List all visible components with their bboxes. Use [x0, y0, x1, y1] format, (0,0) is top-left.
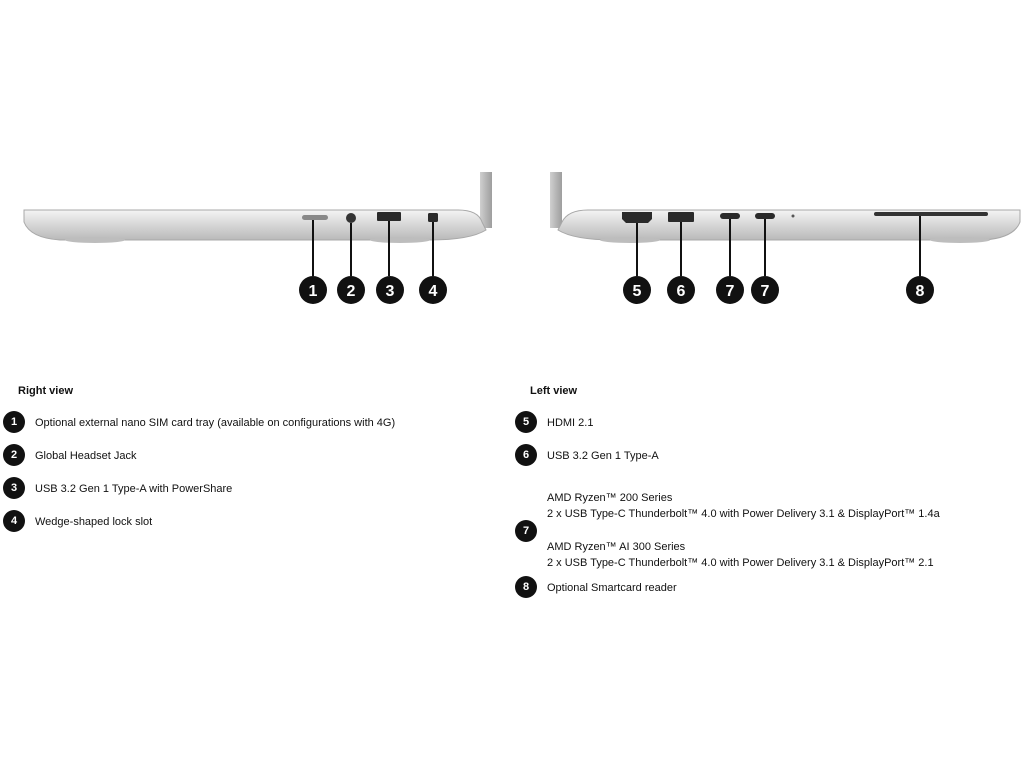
legend-item-text: HDMI 2.1 [547, 417, 594, 429]
left-view-list [512, 415, 1024, 613]
callout-number: 2 [346, 283, 356, 300]
legend-number-badge: 4 [3, 510, 25, 532]
right-lid-edge [480, 172, 492, 228]
usb-a-port-left [668, 212, 694, 222]
usb-c-port-2 [755, 213, 775, 219]
legend-number-badge: 8 [515, 576, 537, 598]
legend-item [512, 448, 1024, 481]
processor-series-label: AMD Ryzen™ AI 300 Series [547, 541, 686, 553]
legend-item-text: Optional external nano SIM card tray (available on configurations with 4G) [35, 417, 396, 429]
right-view-list [0, 415, 500, 547]
legend-item-text: Global Headset Jack [35, 450, 137, 462]
legend-number-badge: 3 [3, 477, 25, 499]
headset-jack-port [346, 213, 356, 223]
smartcard-slot [874, 212, 988, 216]
legend-item-text: USB 3.2 Gen 1 Type-A [547, 450, 659, 462]
legend-item-text: Wedge-shaped lock slot [35, 516, 153, 528]
legend-item [0, 514, 500, 547]
callout-number: 7 [760, 283, 770, 300]
left-foot-2 [930, 237, 990, 243]
callout-number: 4 [428, 283, 438, 300]
hdmi-port [622, 212, 652, 223]
right-foot-2 [370, 237, 430, 243]
sim-tray-port [302, 215, 328, 220]
left-side-laptop [550, 172, 1020, 304]
right-foot-1 [65, 237, 125, 243]
lock-slot-port [428, 213, 438, 222]
port-spec-line: 2 x USB Type-C Thunderbolt™ 4.0 with Power Delivery 3.1 & DisplayPort™ 1.4a [547, 508, 940, 520]
legend-item [512, 481, 1024, 580]
legend-item-text: USB 3.2 Gen 1 Type-A with PowerShare [35, 483, 233, 495]
legend-item-text [547, 490, 940, 571]
left-view-title: Left view [530, 385, 578, 397]
callout-number: 5 [632, 283, 642, 300]
laptop-side-views [0, 0, 1024, 340]
processor-series-label: AMD Ryzen™ 200 Series [547, 492, 673, 504]
left-foot-1 [600, 237, 660, 243]
status-led [792, 215, 795, 218]
port-spec-line: 2 x USB Type-C Thunderbolt™ 4.0 with Power Delivery 3.1 & DisplayPort™ 2.1 [547, 557, 934, 569]
legend-number-badge: 5 [515, 411, 537, 433]
legend-number-badge: 1 [3, 411, 25, 433]
usb-a-port-right [377, 212, 401, 221]
callout-number: 7 [725, 283, 735, 300]
legend-number-badge: 7 [515, 520, 537, 542]
usb-c-port-1 [720, 213, 740, 219]
right-view-title: Right view [18, 385, 74, 397]
callout-number: 3 [385, 283, 395, 300]
spacer [547, 522, 940, 539]
left-view-legend [512, 383, 1024, 613]
callout-number: 1 [308, 283, 318, 300]
legend-item [512, 580, 1024, 613]
legend-item [0, 481, 500, 514]
legend-number-badge: 6 [515, 444, 537, 466]
legend-item [0, 448, 500, 481]
side-view-illustration [0, 0, 1024, 340]
right-view-legend [0, 383, 500, 547]
right-chassis [24, 210, 486, 240]
callout-number: 6 [676, 283, 686, 300]
legend-item-text: Optional Smartcard reader [547, 582, 677, 594]
legend-item [512, 415, 1024, 448]
left-lid-edge [550, 172, 562, 228]
callout-number: 8 [915, 283, 925, 300]
legend-number-badge: 2 [3, 444, 25, 466]
right-side-laptop [24, 172, 492, 304]
legend-item [0, 415, 500, 448]
